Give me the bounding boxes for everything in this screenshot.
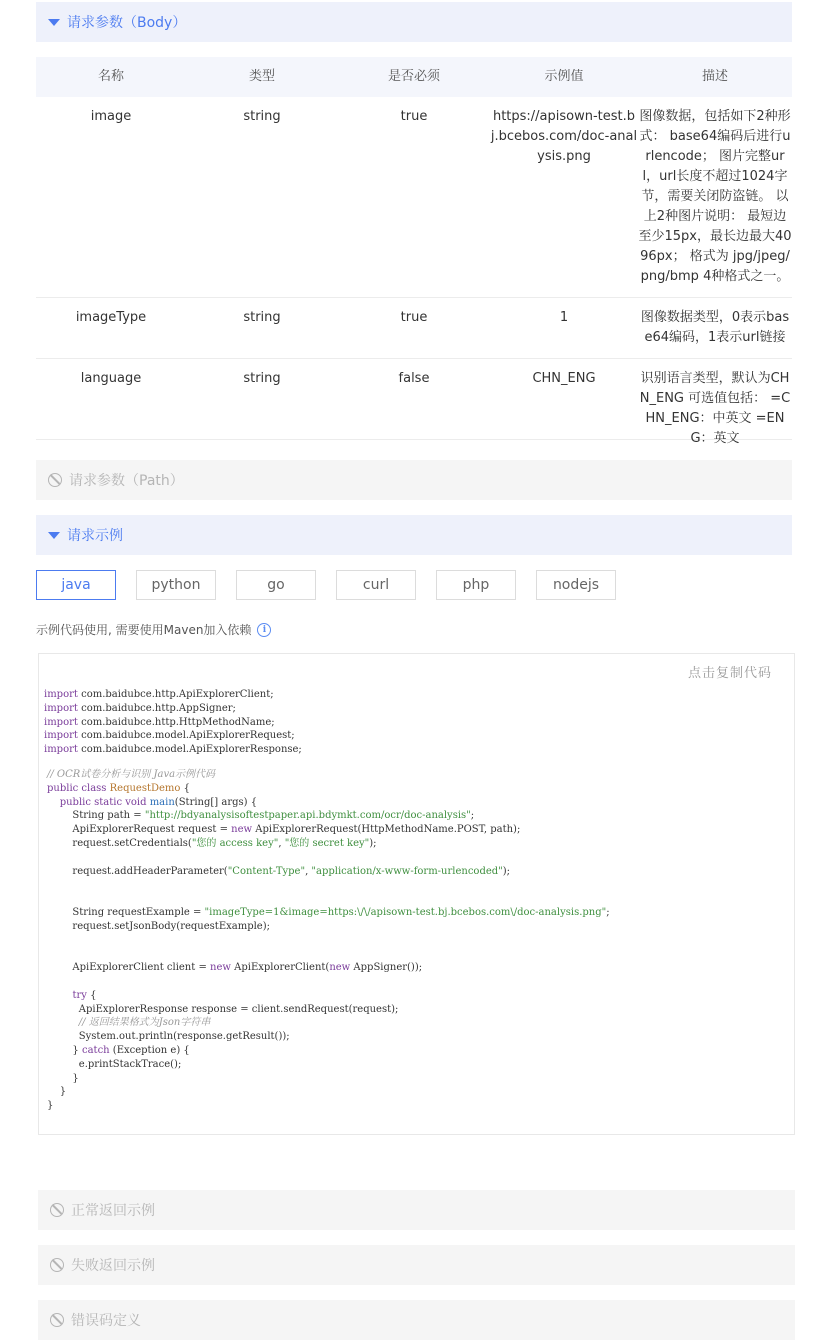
param-required: false <box>398 371 430 386</box>
section-error-codes-header <box>38 1300 795 1340</box>
caret-down-icon <box>48 532 60 539</box>
table-row <box>36 298 792 359</box>
param-name: language <box>80 371 142 386</box>
param-required: true <box>400 109 428 124</box>
tab-php[interactable]: php <box>436 570 516 600</box>
disabled-icon <box>48 473 62 487</box>
disabled-icon <box>50 1203 64 1217</box>
param-required: true <box>400 310 428 325</box>
column-header-example: 示例值 <box>544 69 584 84</box>
params-table-header <box>36 57 792 97</box>
disabled-icon <box>50 1258 64 1272</box>
table-row <box>36 97 792 298</box>
section-fail-response-header <box>38 1245 795 1285</box>
section-title: 正常返回示例 <box>71 1203 155 1219</box>
param-example: 1 <box>559 310 569 325</box>
param-example: https://apisown-test.bj.bcebos.com/doc-analysis.png <box>490 109 638 164</box>
maven-note <box>36 621 271 638</box>
param-type: string <box>243 310 281 325</box>
column-header-name: 名称 <box>97 69 124 84</box>
language-tabs <box>36 570 636 600</box>
param-description: 图像数据，包括如下2种形式： base64编码后进行urlencode； 图片完整url，url长度不超过1024字节，需要关闭防盗链。 以上2种图片说明： 最短边至少15px，最长边最大4096px； 格式为 jpg/jpeg/png/bmp 4种格式之一。 <box>638 109 792 284</box>
tab-java[interactable]: java <box>36 570 116 600</box>
column-header-required: 是否必须 <box>387 69 440 84</box>
section-path-params-header <box>36 460 792 500</box>
section-title: 失败返回示例 <box>71 1258 155 1274</box>
param-description: 图像数据类型，0表示base64编码，1表示url链接 <box>640 310 790 345</box>
disabled-icon <box>50 1313 64 1327</box>
table-row <box>36 359 792 446</box>
param-type: string <box>243 109 281 124</box>
column-header-type: 类型 <box>248 69 275 84</box>
copy-code-button[interactable]: 点击复制代码 <box>687 666 772 681</box>
section-request-example-header[interactable] <box>36 515 792 555</box>
tab-go[interactable]: go <box>236 570 316 600</box>
section-title: 请求参数（Path） <box>69 473 184 489</box>
param-name: imageType <box>75 310 147 325</box>
param-type: string <box>243 371 281 386</box>
param-description: 识别语言类型，默认为CHN_ENG 可选值包括： =CHN_ENG：中英文 =ENG：英文 <box>639 371 791 446</box>
caret-down-icon <box>48 19 60 26</box>
section-title: 请求示例 <box>67 528 123 544</box>
note-text: 示例代码使用, 需要使用Maven加入依赖 <box>36 623 252 637</box>
tab-nodejs[interactable]: nodejs <box>536 570 616 600</box>
tab-curl[interactable]: curl <box>336 570 416 600</box>
info-icon[interactable]: i <box>257 623 271 637</box>
tab-python[interactable]: python <box>136 570 216 600</box>
param-example: CHN_ENG <box>532 371 596 386</box>
section-title: 请求参数（Body） <box>67 15 187 31</box>
column-header-description: 描述 <box>701 69 728 84</box>
section-body-params-header[interactable] <box>36 2 792 42</box>
code-block <box>38 653 795 1135</box>
section-title: 错误码定义 <box>71 1313 141 1329</box>
section-normal-response-header <box>38 1190 795 1230</box>
param-name: image <box>90 109 132 124</box>
code-body: // OCR试卷分析与识别 Java示例代码 public class RequestDemo { public static void main(String[] args) { String path = "http://bdyanalysisoftestpaper.api.bdymkt.com/ocr/doc-analysis"; ApiExplorerRequest request = new ApiExplorerRequest(HttpMethodName.POST, path); request.setCredentials("您的 access key", "您的 secret key"); request.addHeaderParameter("Content-Type", "application/x-www-form-urlencoded"); String requestExample = "imageType=1&image=https:\/\/apisown-test.bj.bcebos.com\/doc-analysis.png"; request.setJsonBody(requestExample); ApiExplorerClient client = new ApiExplorerClient(new AppSigner()); try { ApiExplorerResponse response = client.sendRequest(request); // 返回结果格式为Json字符串 System.out.println(response.getResult()); } catch (Exception e) { e.printStackTrace(); } } } <box>47 769 610 1112</box>
code-imports: import com.baidubce.http.ApiExplorerClient; import com.baidubce.http.AppSigner; import com.baidubce.http.HttpMethodName; import com.baidubce.model.ApiExplorerRequest; import com.baidubce.model.ApiExplorerResponse; <box>44 689 302 756</box>
